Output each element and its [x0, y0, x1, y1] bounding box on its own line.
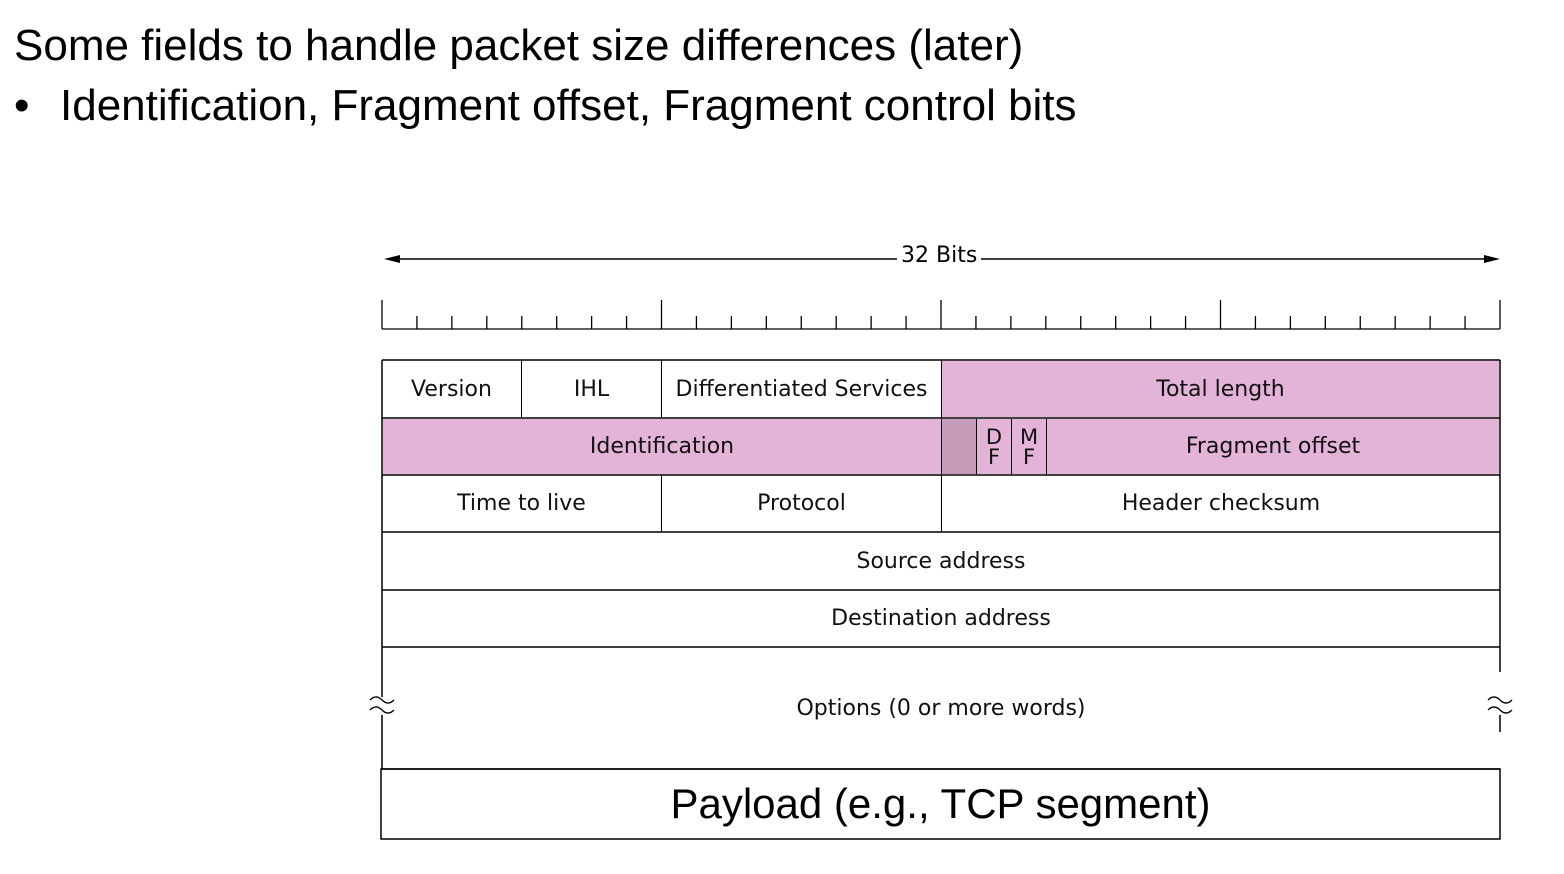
identification-field: Identification: [383, 419, 942, 474]
payload-label: Payload (e.g., TCP segment): [670, 780, 1211, 827]
ihl-field: IHL: [522, 360, 662, 418]
df-flag-top: D: [985, 424, 1003, 449]
mf-flag: [1012, 419, 1047, 474]
bullet-marker: •: [14, 81, 30, 130]
payload-field: [381, 769, 1500, 839]
options-field: Options (0 or more words): [796, 695, 1086, 721]
slide-heading: Some fields to handle packet size differences (later): [14, 21, 1024, 70]
mf-flag-bottom: F: [1022, 444, 1036, 469]
version-field: Version: [382, 360, 522, 418]
df-flag-bottom: F: [987, 444, 1001, 469]
bits-label: 32 Bits: [897, 243, 981, 268]
diff-services-field: Differentiated Services: [662, 360, 942, 418]
df-flag: [977, 419, 1012, 474]
bit-ruler: [382, 300, 1500, 329]
checksum-field: Header checksum: [1121, 491, 1321, 516]
mf-flag-top: M: [1019, 424, 1039, 449]
protocol-field: Protocol: [662, 475, 942, 532]
destination-address-field: Destination address: [831, 606, 1051, 631]
ttl-field: Time to live: [382, 475, 662, 532]
total-length-field: Total length: [942, 361, 1499, 417]
fragment-offset-field: Fragment offset: [1047, 419, 1499, 474]
bullet-text: Identification, Fragment offset, Fragment control bits: [60, 81, 1077, 130]
reserved-bit: [942, 419, 977, 474]
source-address-field: Source address: [856, 548, 1026, 574]
